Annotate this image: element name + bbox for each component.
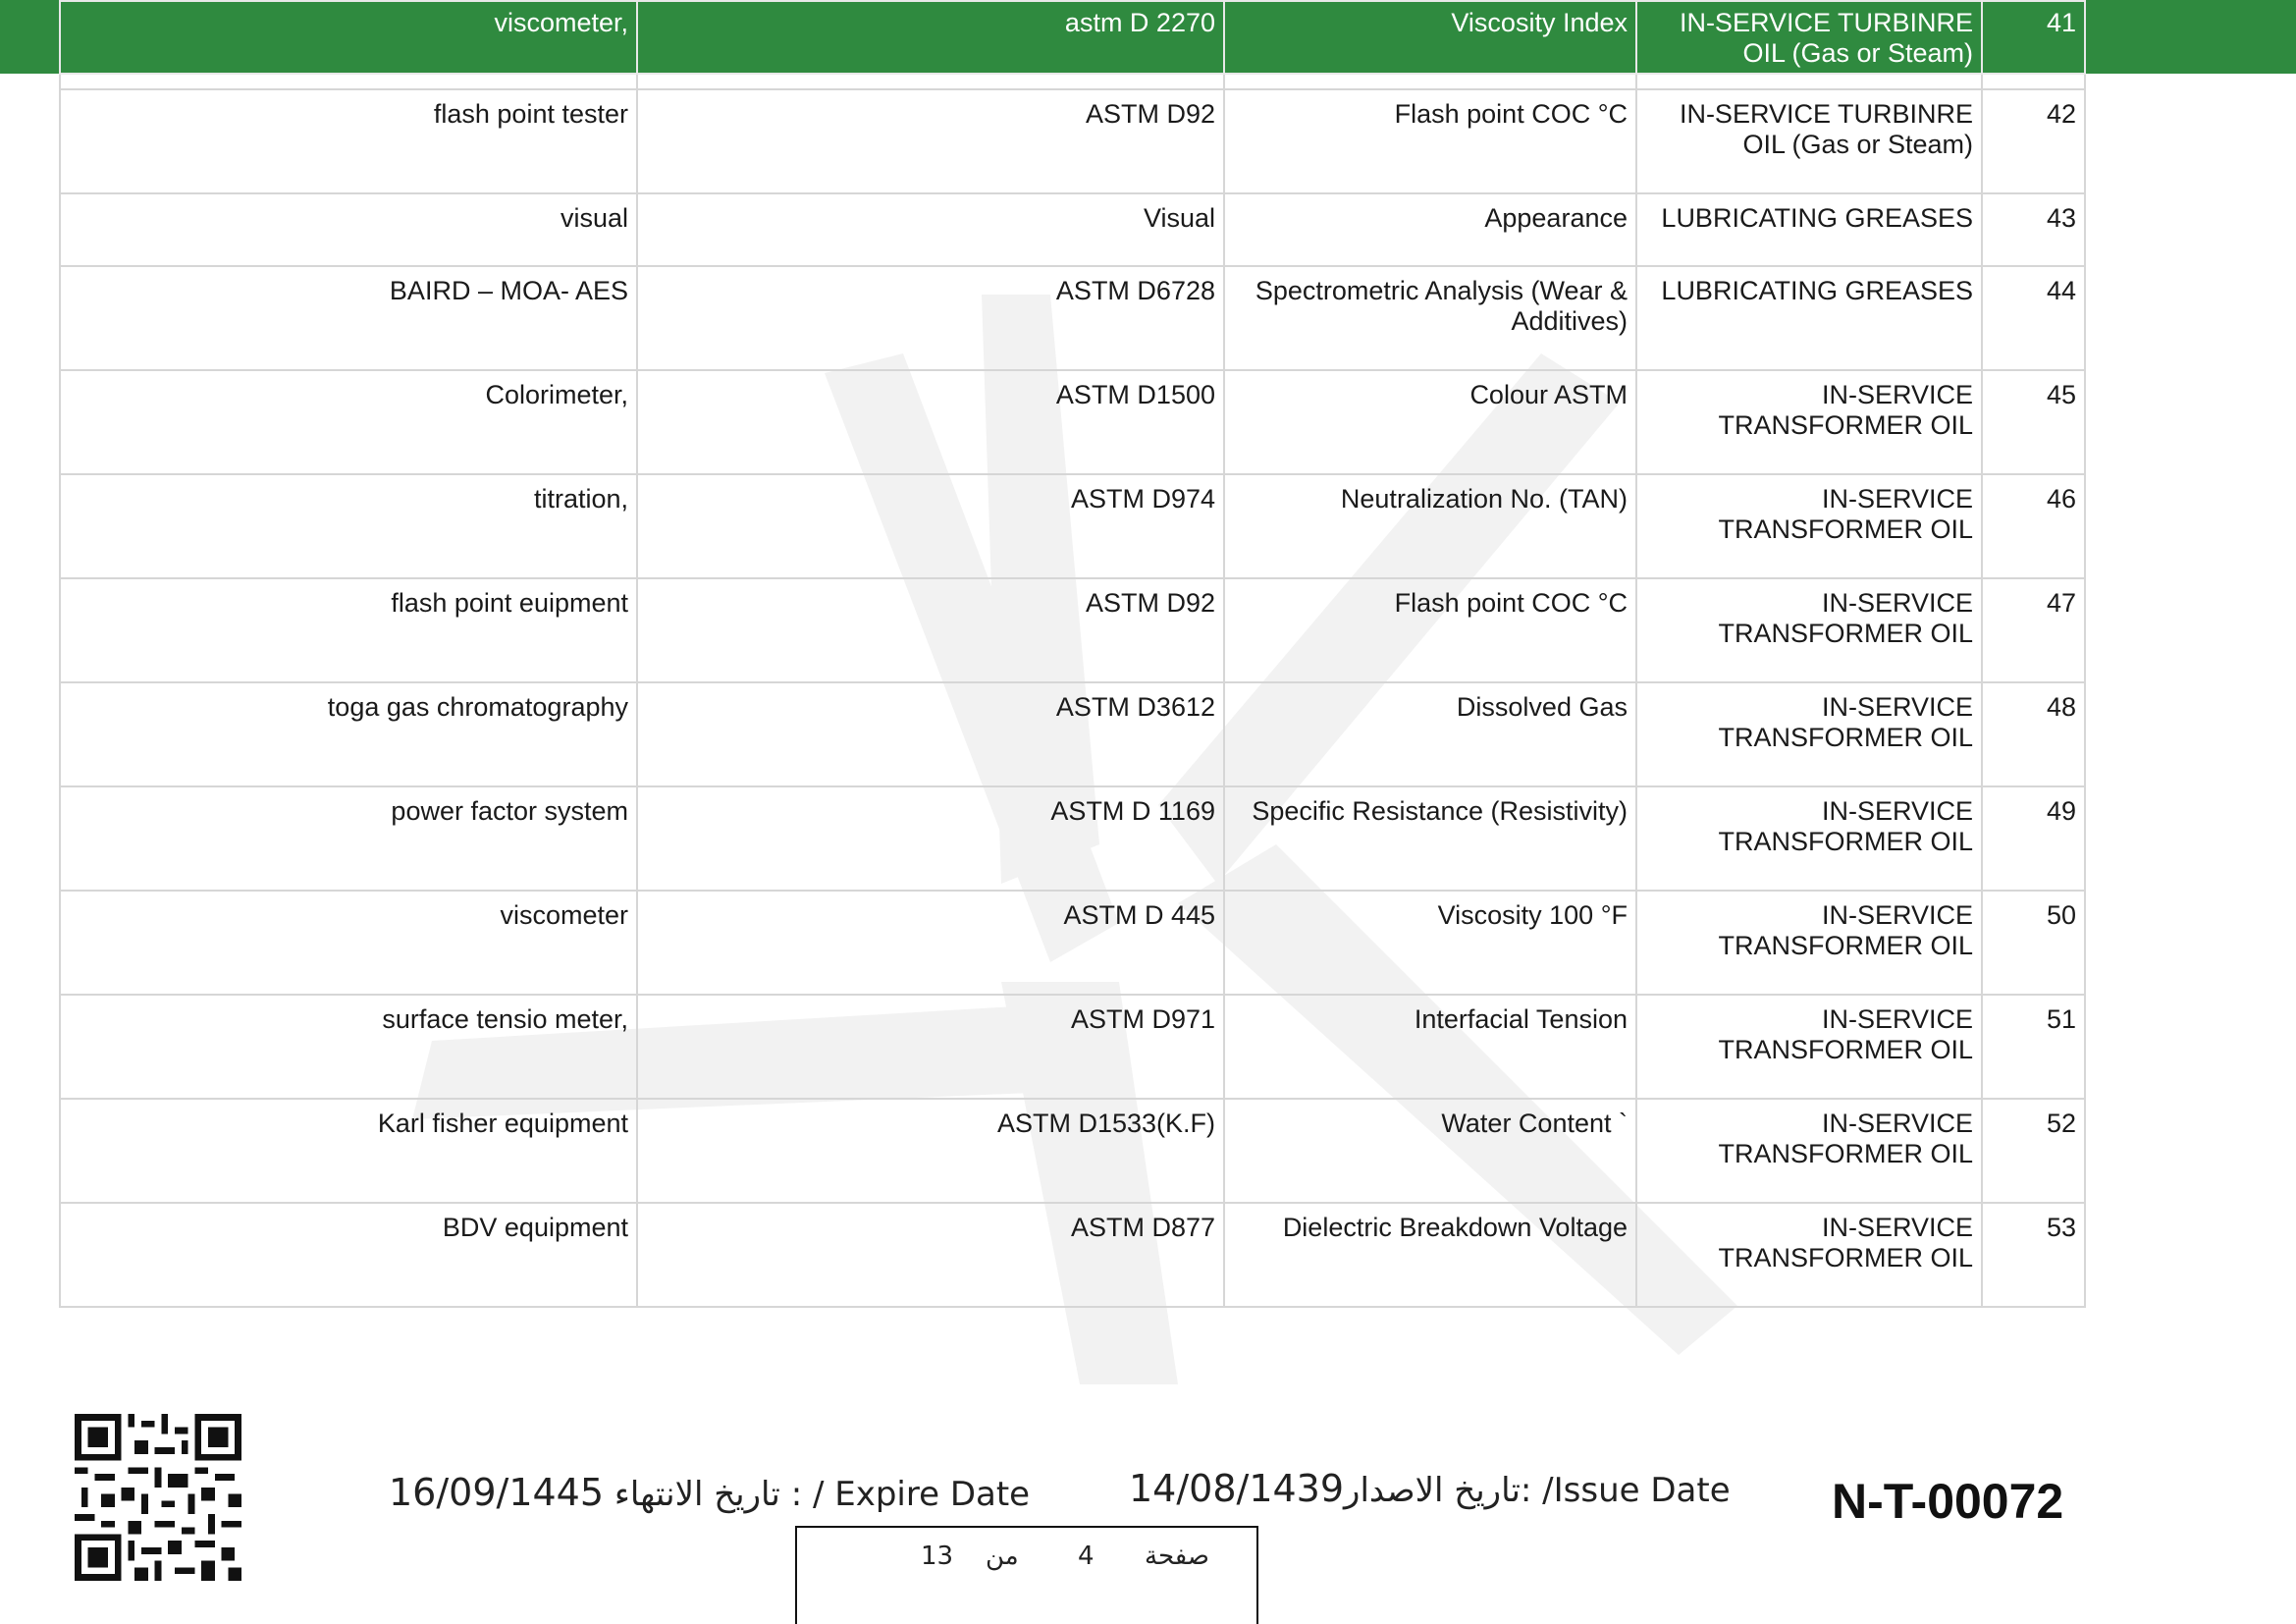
spacer-cell [60,74,637,89]
sample-cell: LUBRICATING GREASES [1636,266,1982,370]
number-cell: 52 [1982,1099,2085,1203]
equipment-cell: viscometer [60,891,637,995]
expire-date-value: 16/09/1445 [389,1471,605,1514]
number-cell: 47 [1982,578,2085,682]
equipment-cell: power factor system [60,786,637,891]
spacer-cell [637,74,1224,89]
number-cell: 51 [1982,995,2085,1099]
test-cell: Interfacial Tension [1224,995,1636,1099]
method-cell: ASTM D974 [637,474,1224,578]
test-cell: Dissolved Gas [1224,682,1636,786]
table-row [60,891,2085,995]
sample-cell: IN-SERVICE TRANSFORMER OIL [1636,1099,1982,1203]
number-cell: 44 [1982,266,2085,370]
test-cell: Appearance [1224,193,1636,266]
method-cell: ASTM D877 [637,1203,1224,1307]
table-row [60,193,2085,266]
table-row [60,370,2085,474]
sample-cell: IN-SERVICE TRANSFORMER OIL [1636,1203,1982,1307]
sample-cell: LUBRICATING GREASES [1636,193,1982,266]
equipment-cell: toga gas chromatography [60,682,637,786]
method-cell: Visual [637,193,1224,266]
test-cell: Neutralization No. (TAN) [1224,474,1636,578]
test-cell: Specific Resistance (Resistivity) [1224,786,1636,891]
table-row [60,786,2085,891]
sample-cell: IN-SERVICE TRANSFORMER OIL [1636,474,1982,578]
number-cell: 42 [1982,89,2085,193]
test-cell: Dielectric Breakdown Voltage [1224,1203,1636,1307]
number-cell: 45 [1982,370,2085,474]
equipment-cell: flash point tester [60,89,637,193]
expire-date-field [389,1471,1030,1514]
test-cell: Colour ASTM [1224,370,1636,474]
issue-date-label: تاريخ الاصدار: /Issue Date [1344,1471,1731,1510]
sample-cell: IN-SERVICE TURBINRE OIL (Gas or Steam) [1636,1,1982,74]
equipment-cell: BAIRD – MOA- AES [60,266,637,370]
table-row [60,682,2085,786]
spacer-cell [1636,74,1982,89]
test-cell: Flash point COC °C [1224,89,1636,193]
page-number-box [795,1526,1258,1624]
expire-date-label: تاريخ الانتهاء : / Expire Date [614,1475,1031,1514]
page-of-word: من [986,1542,1019,1571]
sample-cell: IN-SERVICE TRANSFORMER OIL [1636,786,1982,891]
data-table [59,0,2086,1308]
equipment-cell: visual [60,193,637,266]
method-cell: ASTM D6728 [637,266,1224,370]
table-row [60,266,2085,370]
method-cell: ASTM D3612 [637,682,1224,786]
table-spacer-row [60,74,2085,89]
number-cell: 49 [1982,786,2085,891]
test-cell: Viscosity Index [1224,1,1636,74]
number-cell: 41 [1982,1,2085,74]
number-cell: 50 [1982,891,2085,995]
method-cell: ASTM D 445 [637,891,1224,995]
number-cell: 48 [1982,682,2085,786]
table-row [60,1,2085,74]
qr-code-icon[interactable] [75,1414,241,1581]
equipment-cell: flash point euipment [60,578,637,682]
sample-cell: IN-SERVICE TURBINRE OIL (Gas or Steam) [1636,89,1982,193]
document-code: N-T-00072 [1832,1474,2064,1529]
sample-cell: IN-SERVICE TRANSFORMER OIL [1636,891,1982,995]
method-cell: ASTM D92 [637,89,1224,193]
table-row [60,1099,2085,1203]
table-row [60,89,2085,193]
number-cell: 43 [1982,193,2085,266]
method-cell: ASTM D 1169 [637,786,1224,891]
equipment-cell: Karl fisher equipment [60,1099,637,1203]
method-cell: ASTM D1500 [637,370,1224,474]
table-row [60,1203,2085,1307]
equipment-cell: titration, [60,474,637,578]
test-cell: Spectrometric Analysis (Wear & Additives) [1224,266,1636,370]
sample-cell: IN-SERVICE TRANSFORMER OIL [1636,578,1982,682]
page-current: 4 [1078,1542,1095,1571]
method-cell: ASTM D971 [637,995,1224,1099]
table-row [60,474,2085,578]
page-word: صفحة [1145,1542,1209,1571]
test-cell: Viscosity 100 °F [1224,891,1636,995]
spacer-cell [1224,74,1636,89]
issue-date-field [1129,1467,1731,1510]
method-cell: ASTM D92 [637,578,1224,682]
equipment-cell: BDV equipment [60,1203,637,1307]
equipment-cell: surface tensio meter, [60,995,637,1099]
test-cell: Water Content ` [1224,1099,1636,1203]
sample-cell: IN-SERVICE TRANSFORMER OIL [1636,370,1982,474]
equipment-cell: viscometer, [60,1,637,74]
spacer-cell [1982,74,2085,89]
sample-cell: IN-SERVICE TRANSFORMER OIL [1636,995,1982,1099]
sample-cell: IN-SERVICE TRANSFORMER OIL [1636,682,1982,786]
test-cell: Flash point COC °C [1224,578,1636,682]
equipment-cell: Colorimeter, [60,370,637,474]
table-row [60,578,2085,682]
number-cell: 53 [1982,1203,2085,1307]
issue-date-value: 14/08/1439 [1129,1467,1345,1510]
method-cell: astm D 2270 [637,1,1224,74]
table-row [60,995,2085,1099]
method-cell: ASTM D1533(K.F) [637,1099,1224,1203]
page-total: 13 [921,1542,954,1571]
number-cell: 46 [1982,474,2085,578]
